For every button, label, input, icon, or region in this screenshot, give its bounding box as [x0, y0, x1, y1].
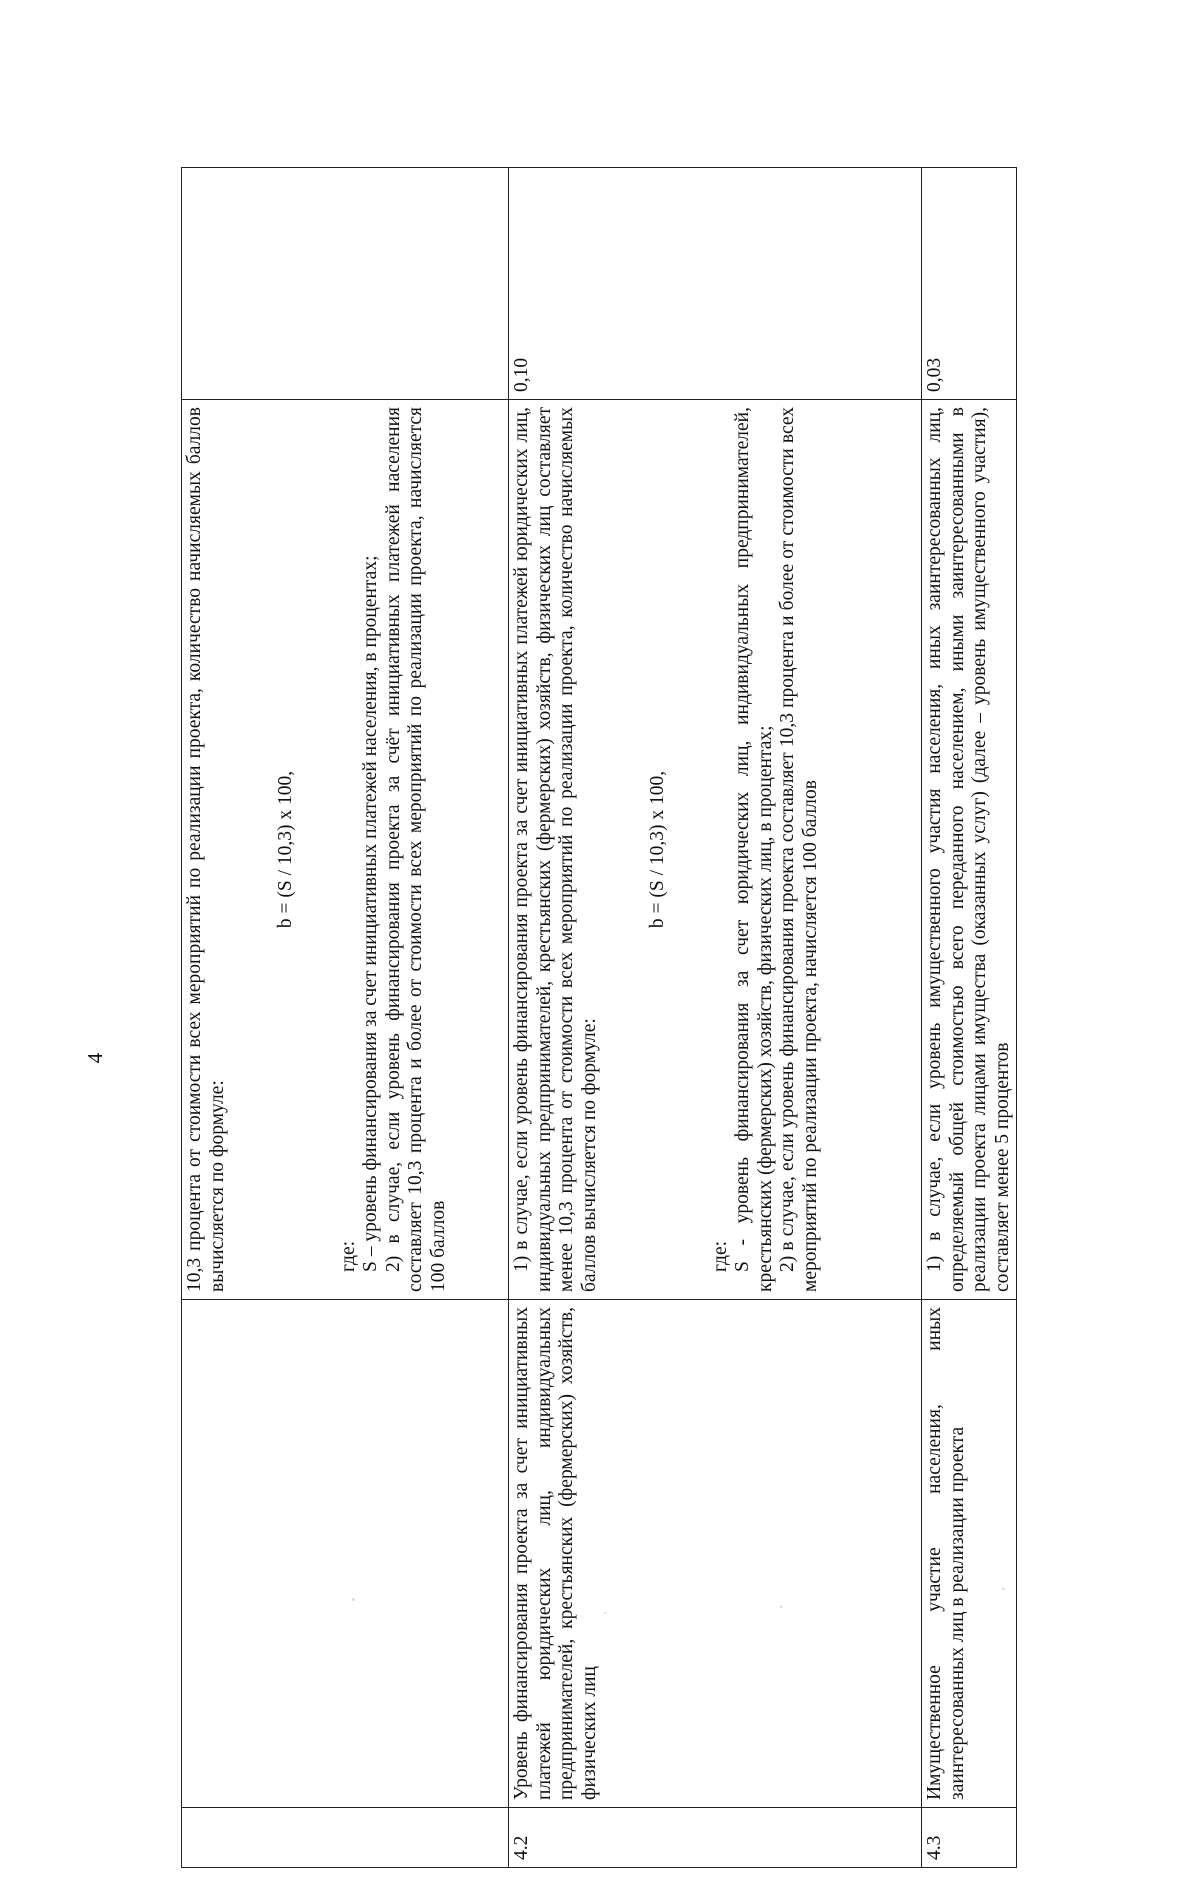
page-number: 4 [83, 1052, 107, 1064]
description-paragraph: 1) в случае, если уровень финансирования проекта за счет инициативных платежей юридических лиц, индивидуальных предпринимателей, крестьянских (фермерских) хозяйств, физических лиц составляет менее 10,3 процента от стоимости всех мероприятий по реализации проекта, количество начисляемых баллов вычисляется по формуле: [511, 407, 600, 1292]
description-cell [509, 400, 922, 1300]
criterion-cell: Уровень финансирования проекта за счет инициативных платежей юридических лиц, индивидуальных предпринимателей, крестьянских (фермерских) хозяйств, физических лиц [509, 1300, 922, 1808]
criterion-cell: Имущественное участие населения, иных заинтересованных лиц в реализации проекта [922, 1300, 1017, 1808]
row-number: 4.2 [509, 1808, 922, 1868]
description-paragraph: 2) в случае, если уровень финансирования проекта составляет 10,3 процента и более от стоимости всех мероприятий по реализации проекта, начисляется 100 баллов [777, 407, 821, 1292]
description-cell [182, 400, 509, 1300]
description-paragraph: где: [709, 1240, 731, 1272]
scan-speck [352, 1598, 355, 1601]
criterion-cell [182, 1300, 509, 1808]
scan-speck [1002, 1588, 1005, 1590]
rotated-page [83, 98, 1013, 1898]
description-paragraph: 2) в случае, если уровень финансирования проекта за счёт инициативных платежей населения составляет 10,3 процента и более от стоимости всех мероприятий по реализации проекта, начисляется 100 баллов [382, 407, 449, 1292]
scan-speck [604, 1612, 606, 1614]
description-paragraph: S – уровень финансирования за счет инициативных платежей населения, в процентах; [360, 555, 381, 1272]
criteria-table [181, 167, 1017, 1868]
weight-cell: 0,03 [922, 168, 1017, 400]
table-row [922, 168, 1017, 1868]
formula: b = (S / 10,3) х 100, [647, 770, 668, 929]
weight-cell: 0,10 [509, 168, 922, 400]
description-paragraph: 1) в случае, если уровень имущественного участия населения, иных заинтересованных лиц, определяемый общей стоимостью всего переданного населением, иными заинтересованными в реализации проекта лицами имущества (оказанных услуг) (далее – уровень имущественного участия), составляет менее 5 процентов [924, 407, 1013, 1292]
weight-cell [182, 168, 509, 400]
description-cell [922, 400, 1017, 1300]
description-paragraph: где: [337, 1240, 359, 1272]
description-paragraph: 10,3 процента от стоимости всех мероприятий по реализации проекта, количество начисляемых баллов вычисляется по формуле: [184, 407, 228, 1292]
scan-speck [780, 1605, 782, 1608]
table-row [182, 168, 509, 1868]
table-row [509, 168, 922, 1868]
formula: b = (S / 10,3) х 100, [275, 770, 296, 929]
row-number [182, 1808, 509, 1868]
description-paragraph: S - уровень финансирования за счет юридических лиц, индивидуальных предпринимателей, крестьянских (фермерских) хозяйств, физических лиц, в процентах; [732, 407, 776, 1292]
row-number: 4.3 [922, 1808, 1017, 1868]
